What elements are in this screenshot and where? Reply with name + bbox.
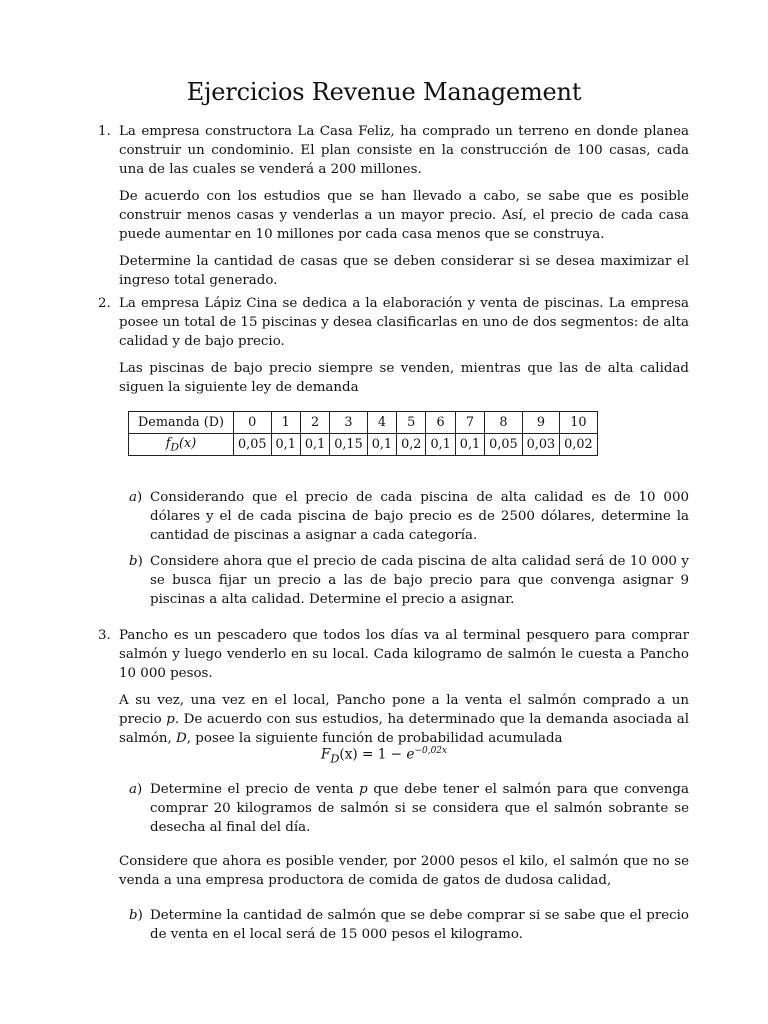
table-cell: 7 — [455, 412, 484, 434]
table-cell: 0,05 — [485, 434, 523, 456]
table-cell: 0,1 — [426, 434, 455, 456]
demand-table — [128, 411, 598, 456]
exercise-body — [119, 626, 689, 756]
table-cell: 0,15 — [330, 434, 368, 456]
table-cell: 0,02 — [560, 434, 598, 456]
table-cell: 0,03 — [522, 434, 560, 456]
subquestion-text: Determine el precio de venta p que debe tener el salmón para que convenga comprar 20 kilogramos de salmón si se considera que el salmón sobrante se desecha al final del día. — [150, 782, 689, 835]
paragraph: Considere que ahora es posible vender, por 2000 pesos el kilo, el salmón que no se venda a una empresa productora de comida de gatos de dudosa calidad, — [119, 854, 689, 888]
exercise-body — [119, 780, 689, 844]
table-cell: 9 — [522, 412, 560, 434]
table-cell: 1 — [271, 412, 300, 434]
table-cell: 0,1 — [367, 434, 396, 456]
paragraph: A su vez, una vez en el local, Pancho pone a la venta el salmón comprado a un precio p. De acuerdo con sus estudios, ha determinado que la demanda asociada al salmón, D, posee la siguiente función de probabilidad acumulada — [119, 693, 689, 746]
subquestion-label: a) — [129, 490, 143, 505]
table-cell: 8 — [485, 412, 523, 434]
exercise-number: 2. — [98, 296, 111, 311]
exercise-number: 3. — [98, 628, 111, 643]
subquestion-text: Considerando que el precio de cada piscina de alta calidad es de 10 000 dólares y el de cada piscina de bajo precio es de 2500 dólares, determine la cantidad de piscinas a asignar a cada categoría. — [150, 490, 689, 543]
table-header-cell: $f_D(x)$ — [129, 434, 234, 456]
subquestion-b — [119, 552, 689, 609]
table-cell: 2 — [300, 412, 329, 434]
subquestion-label: b) — [129, 554, 143, 569]
exercise-body — [119, 122, 689, 298]
paragraph: Determine la cantidad de casas que se deben considerar si se desea maximizar el ingreso total generado. — [119, 254, 689, 288]
table-row — [129, 434, 598, 456]
exercise-body — [119, 488, 689, 616]
paragraph: Las piscinas de bajo precio siempre se venden, mientras que las de alta calidad siguen la siguiente ley de demanda — [119, 361, 689, 395]
table-cell: 0,1 — [300, 434, 329, 456]
subquestion-b — [119, 906, 689, 944]
table-cell: 4 — [367, 412, 396, 434]
exercise-body — [119, 294, 689, 405]
subquestion-label: b) — [129, 908, 143, 923]
subquestion-text: Considere ahora que el precio de cada piscina de alta calidad será de 10 000 y se busca fijar un precio a las de bajo precio para que convenga asignar 9 piscinas a alta calidad. Determine el precio a asignar. — [150, 554, 689, 607]
page-title: Ejercicios Revenue Management — [186, 78, 582, 106]
table-cell: 10 — [560, 412, 598, 434]
paragraph: De acuerdo con los estudios que se han llevado a cabo, se sabe que es posible construir menos casas y venderlas a un mayor precio. Así, el precio de cada casa puede aumentar en 10 millones por cada casa menos que se construya. — [119, 189, 689, 242]
table-cell: 0,1 — [455, 434, 484, 456]
table-cell: 5 — [397, 412, 426, 434]
paragraph: La empresa constructora La Casa Feliz, ha comprado un terreno en donde planea construir un condominio. El plan consiste en la construcción de 100 casas, cada una de las cuales se venderá a 200 millones. — [119, 124, 689, 177]
subquestion-label: a) — [129, 782, 143, 797]
table-row — [129, 412, 598, 434]
table-cell: 0 — [234, 412, 272, 434]
cdf-formula: $F_D(x) = 1 - e^{-0,02x}$ — [320, 746, 448, 766]
exercise-body — [119, 852, 689, 898]
paragraph: La empresa Lápiz Cina se dedica a la elaboración y venta de piscinas. La empresa posee un total de 15 piscinas y desea clasificarlas en uno de dos segmentos: de alta calidad y de bajo precio. — [119, 296, 689, 349]
exercise-body — [119, 906, 689, 951]
paragraph: Pancho es un pescadero que todos los días va al terminal pesquero para comprar salmón y luego venderlo en su local. Cada kilogramo de salmón le cuesta a Pancho 10 000 pesos. — [119, 628, 689, 681]
exercise-number: 1. — [98, 124, 111, 139]
subquestion-text: Determine la cantidad de salmón que se debe comprar si se sabe que el precio de venta en el local será de 15 000 pesos el kilogramo. — [150, 908, 689, 942]
table-cell: 0,2 — [397, 434, 426, 456]
table-cell: 6 — [426, 412, 455, 434]
table-header-cell: Demanda (D) — [129, 412, 234, 434]
subquestion-a — [119, 780, 689, 837]
table-cell: 0,05 — [234, 434, 272, 456]
table-cell: 3 — [330, 412, 368, 434]
subquestion-a — [119, 488, 689, 545]
table-cell: 0,1 — [271, 434, 300, 456]
